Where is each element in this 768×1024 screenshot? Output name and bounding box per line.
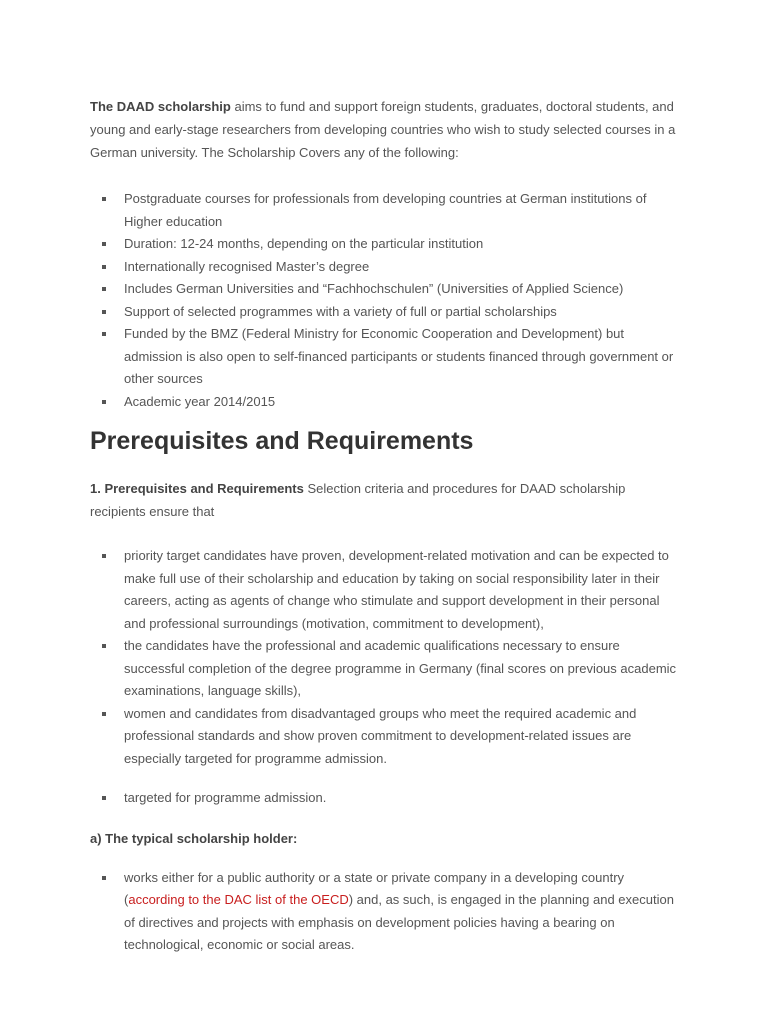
list-item: priority target candidates have proven, development-related motivation and can be expected to make full use of their scholarship and education by taking on social responsibility later in their careers, acting as agents of change who stimulate and support development in their personal and professional surroundings (motivation, commitment to development), bbox=[90, 545, 680, 635]
article-body bbox=[90, 95, 680, 957]
prereq-bold: 1. Prerequisites and Requirements bbox=[90, 481, 304, 496]
list-item: Funded by the BMZ (Federal Ministry for Economic Cooperation and Development) but admission is also open to self-financed participants or students financed through government or other sources bbox=[90, 323, 680, 391]
intro-paragraph bbox=[90, 95, 680, 164]
typical-holder-list bbox=[90, 867, 680, 957]
list-item: targeted for programme admission. bbox=[90, 787, 680, 810]
list-item: Academic year 2014/2015 bbox=[90, 391, 680, 414]
dac-list-link[interactable]: according to the DAC list of the OECD bbox=[128, 892, 349, 907]
prereq-list bbox=[90, 545, 680, 770]
intro-text: aims to fund and support foreign students, graduates, doctoral students, and young and early-stage researchers from developing countries who wish to study selected courses in a German university. The Scholarship Covers any of the following: bbox=[90, 99, 676, 160]
list-item: Postgraduate courses for professionals from developing countries at German institutions of Higher education bbox=[90, 188, 680, 233]
list-item: Includes German Universities and “Fachhochschulen” (Universities of Applied Science) bbox=[90, 278, 680, 301]
typical-text-after: ) and, as such, is engaged in the planning and execution of directives and projects with emphasis on development policies having a bearing on technological, economic or social areas. bbox=[124, 892, 674, 952]
typical-text-before: works either for a public authority or a state or private company in a developing country ( bbox=[124, 869, 625, 907]
coverage-list bbox=[90, 188, 680, 413]
extra-list bbox=[90, 787, 680, 810]
section-heading: Prerequisites and Requirements bbox=[90, 427, 474, 455]
list-item: Internationally recognised Master’s degree bbox=[90, 256, 680, 279]
prereq-intro-paragraph bbox=[90, 477, 680, 523]
list-item: women and candidates from disadvantaged groups who meet the required academic and professional standards and show proven commitment to development-related issues are especially targeted for programme admission. bbox=[90, 703, 680, 771]
list-item: the candidates have the professional and academic qualifications necessary to ensure successful completion of the degree programme in Germany (final scores on previous academic examinations, language skills), bbox=[90, 635, 680, 703]
prereq-text: Selection criteria and procedures for DAAD scholarship recipients ensure that bbox=[90, 481, 626, 519]
typical-holder-title: a) The typical scholarship holder: bbox=[90, 830, 298, 846]
list-item: Duration: 12-24 months, depending on the particular institution bbox=[90, 233, 680, 256]
list-item: Support of selected programmes with a variety of full or partial scholarships bbox=[90, 301, 680, 324]
list-item bbox=[90, 867, 680, 957]
intro-bold: The DAAD scholarship bbox=[90, 99, 231, 114]
